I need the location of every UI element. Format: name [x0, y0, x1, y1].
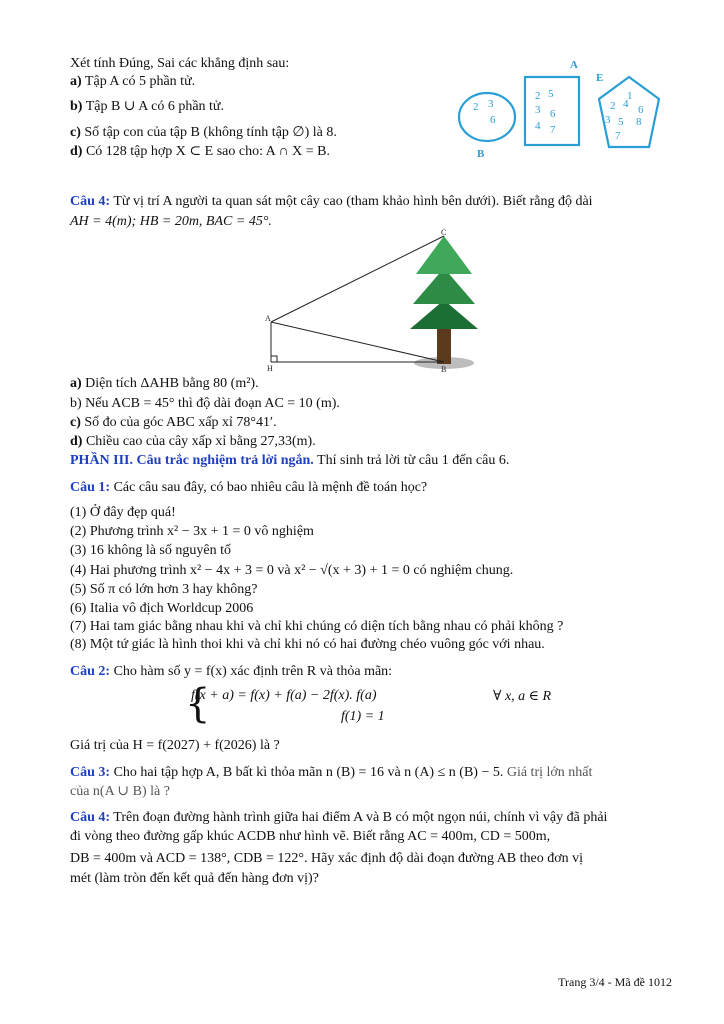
q4b-line2: đi vòng theo đường gấp khúc ACDB như hình vẽ. Biết rằng AC = 400m, CD = 500m,	[70, 829, 551, 844]
venn-a-elem: 7	[550, 124, 556, 136]
page-footer: Trang 3/4 - Mã đề 1012	[558, 975, 672, 989]
tree-trunk	[437, 326, 451, 364]
venn-a-elem: 3	[535, 104, 541, 116]
equation-system	[185, 681, 585, 730]
system-brace-icon: {	[185, 681, 211, 727]
point-h-label: H	[267, 364, 273, 373]
q2-label: Câu 2:	[70, 664, 111, 679]
venn-diagram	[455, 55, 670, 160]
q4-b-text: Nếu ACB = 45° thì độ dài đoạn AC = 10 (m).	[85, 396, 340, 411]
q1-line	[70, 479, 427, 497]
q1-text: Các câu sau đây, có bao nhiêu câu là mệnh đề toán học?	[110, 480, 428, 495]
q1-item: (3) 16 không là số nguyên tố	[70, 543, 231, 558]
set-e-pentagon	[599, 77, 659, 147]
equation-1: f(x + a) = f(x) + f(a) − 2f(x). f(a)	[191, 688, 377, 703]
venn-label-b: B	[477, 148, 485, 160]
set-b-ellipse	[459, 93, 515, 141]
statement-b-text: Tập B ∪ A có 6 phần tử.	[85, 99, 225, 114]
q4-statement-a	[70, 375, 259, 393]
statement-c	[70, 124, 337, 142]
venn-b-elem: 3	[488, 98, 494, 110]
statement-a	[70, 73, 195, 91]
q4-a-label: a)	[70, 376, 82, 391]
statement-b	[70, 98, 224, 116]
q1-label: Câu 1:	[70, 480, 111, 495]
venn-a-elem: 2	[535, 90, 541, 102]
q4b-text: Trên đoạn đường hành trình giữa hai điểm A và B có một ngọn núi, chính vì vậy đã phải	[110, 810, 608, 825]
venn-a-elem: 5	[548, 88, 554, 100]
q3-text-a: Cho hai tập hợp A, B bất kì thỏa mãn n (B) = 16 và n (A) ≤ n (B) − 5.	[110, 765, 504, 780]
q4b-label: Câu 4:	[70, 810, 111, 825]
q3-label: Câu 3:	[70, 765, 111, 780]
statement-d	[70, 143, 330, 161]
statement-b-label: b)	[70, 99, 83, 114]
q1-item: (1) Ở đây đẹp quá!	[70, 505, 176, 520]
q4-text: Từ vị trí A người ta quan sát một cây cao (tham khảo hình bên dưới). Biết rằng độ dài	[113, 194, 593, 209]
tree-layer	[410, 300, 478, 329]
equation-2: f(1) = 1	[341, 709, 385, 724]
q4-label: Câu 4:	[70, 194, 111, 209]
statement-a-text: Tập A có 5 phần tử.	[84, 74, 196, 89]
q2-ask: Giá trị của H = f(2027) + f(2026) là ?	[70, 738, 280, 753]
q4b-line4: mét (làm tròn đến kết quả đến hàng đơn vị)?	[70, 871, 319, 886]
q2-text: Cho hàm số y = f(x) xác định trên R và thỏa mãn:	[110, 664, 393, 679]
venn-e-elem: 8	[636, 116, 642, 128]
q4-c-label: c)	[70, 415, 81, 430]
venn-b-elem: 6	[490, 114, 496, 126]
point-c-label: C	[441, 228, 447, 237]
q4-b-label: b)	[70, 396, 82, 411]
point-a-label: A	[265, 314, 271, 323]
part3-title: PHẦN III. Câu trắc nghiệm trả lời ngắn.	[70, 453, 314, 468]
venn-a-elem: 6	[550, 108, 556, 120]
q4-a-text: Diện tích ΔAHB bằng 80 (m²).	[85, 376, 259, 391]
point-b-label: B	[441, 365, 447, 373]
statement-c-text: Số tập con của tập B (không tính tập ∅) là 8.	[84, 125, 337, 140]
q4-d-label: d)	[70, 434, 83, 449]
venn-e-elem: 4	[623, 98, 629, 110]
q1-item: (2) Phương trình x² − 3x + 1 = 0 vô nghiệm	[70, 524, 314, 539]
q1-item: (4) Hai phương trình x² − 4x + 3 = 0 và x² − √(x + 3) + 1 = 0 có nghiệm chung.	[70, 563, 514, 578]
q4b-line1	[70, 809, 607, 827]
venn-e-elem: 3	[605, 114, 611, 126]
right-angle-mark	[271, 356, 277, 362]
venn-label-e: E	[596, 72, 604, 84]
venn-a-elem: 4	[535, 120, 541, 132]
q4-statement-c	[70, 414, 277, 432]
q4-statement-b	[70, 395, 340, 413]
statement-c-label: c)	[70, 125, 81, 140]
statement-a-label: a)	[70, 74, 82, 89]
statement-d-text: Có 128 tập hợp X ⊂ E sao cho: A ∩ X = B.	[85, 144, 330, 159]
venn-label-a: A	[570, 59, 578, 71]
q3-line1	[70, 764, 592, 782]
tree-layer	[416, 236, 472, 274]
equation-1-condition: ∀ x, a ∈ R	[493, 689, 552, 704]
tree-figure	[265, 228, 480, 373]
segment-ac	[271, 236, 444, 322]
venn-e-elem: 1	[627, 90, 633, 102]
q1-item: (8) Một tứ giác là hình thoi khi và chỉ khi nó có hai đường chéo vuông góc với nhau.	[70, 637, 545, 652]
q4-d-text: Chiều cao của cây xấp xỉ bằng 27,33(m).	[85, 434, 316, 449]
part3-desc: Thí sinh trả lời từ câu 1 đến câu 6.	[313, 453, 510, 468]
q4-c-text: Số đo của góc ABC xấp xỉ 78°41′.	[84, 415, 277, 430]
question-intro: Xét tính Đúng, Sai các khẳng định sau:	[70, 56, 290, 71]
q4-line1	[70, 193, 593, 211]
q1-item: (6) Italia vô địch Worldcup 2006	[70, 601, 254, 616]
venn-e-elem: 5	[618, 116, 624, 128]
q4-line2: AH = 4(m); HB = 20m, BAC = 45°.	[70, 214, 272, 229]
q3-line2: của n(A ∪ B) là ?	[70, 784, 170, 799]
q3-text-b: Giá trị lớn nhất	[503, 765, 593, 780]
part3-heading	[70, 452, 509, 470]
venn-e-elem: 7	[615, 130, 621, 142]
q2-line	[70, 663, 392, 681]
q1-item: (5) Số π có lớn hơn 3 hay không?	[70, 582, 258, 597]
q4-statement-d	[70, 433, 316, 451]
venn-e-elem: 6	[638, 104, 644, 116]
q4b-line3: DB = 400m và ACD = 138°, CDB = 122°. Hãy xác định độ dài đoạn đường AB theo đơn vị	[70, 851, 584, 866]
q1-item: (7) Hai tam giác bằng nhau khi và chỉ khi chúng có diện tích bằng nhau có phải không ?	[70, 619, 564, 634]
venn-b-elem: 2	[473, 101, 479, 113]
statement-d-label: d)	[70, 144, 83, 159]
venn-e-elem: 2	[610, 100, 616, 112]
